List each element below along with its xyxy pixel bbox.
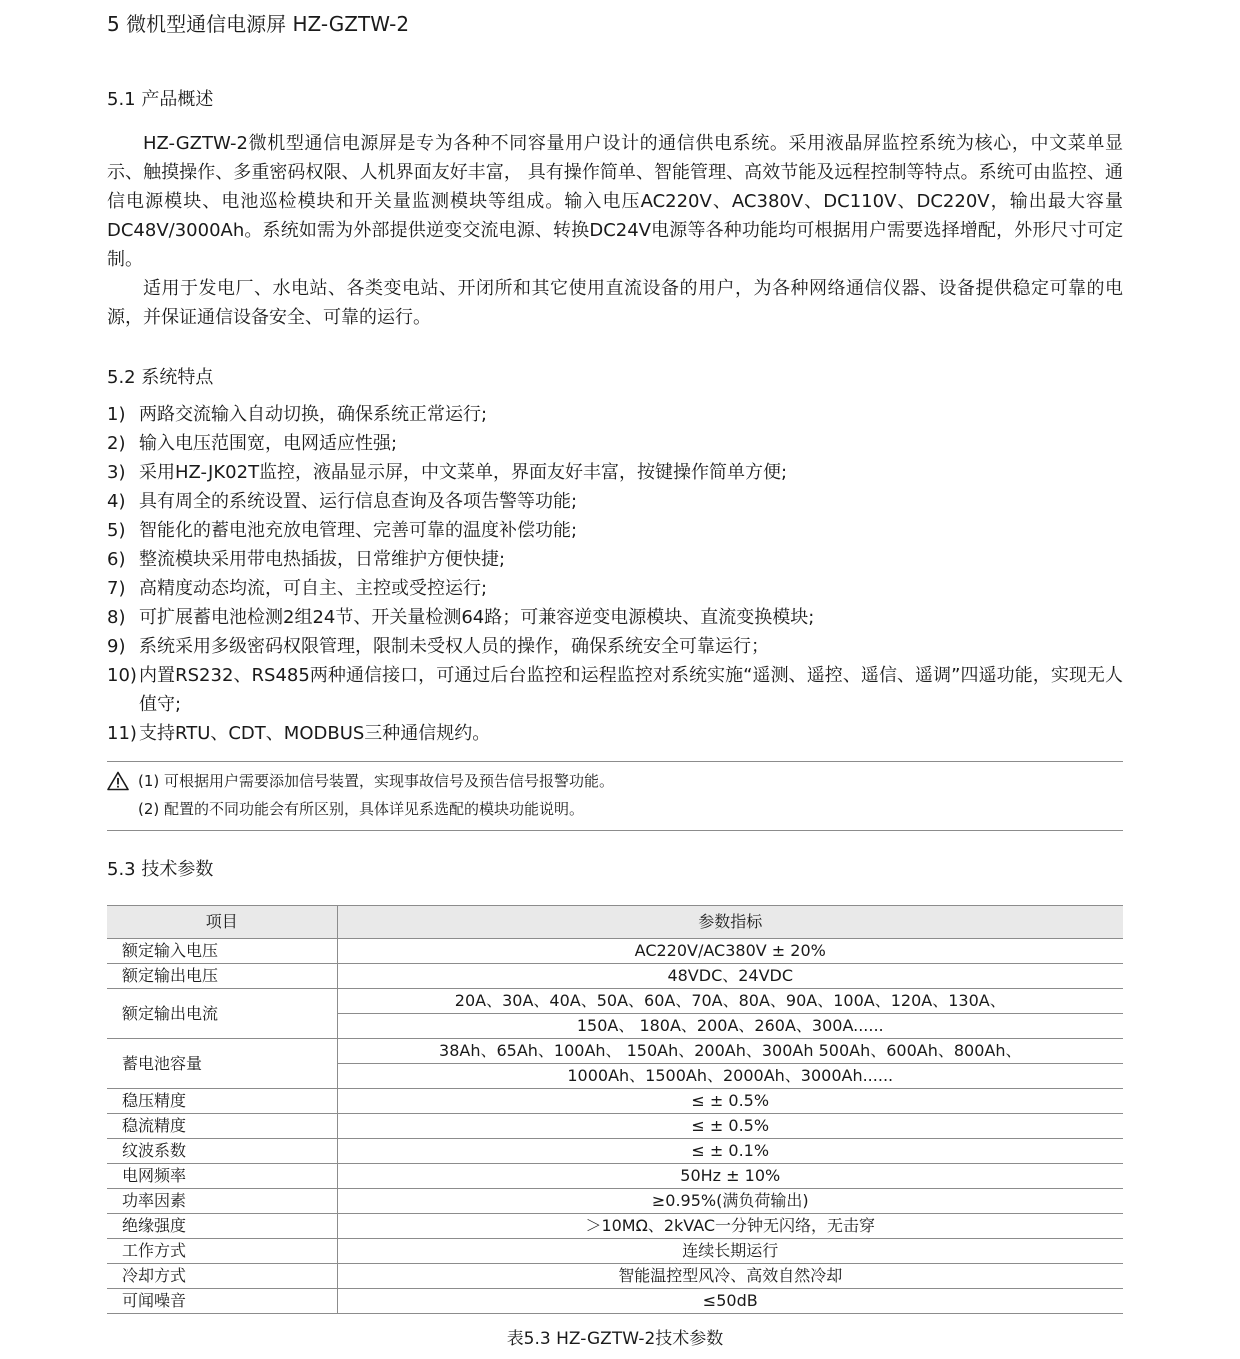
param-value: ≤50dB: [337, 1289, 1123, 1314]
column-header-item: 项目: [107, 906, 337, 939]
overview-paragraph-2: 适用于发电厂、水电站、各类变电站、开闭所和其它使用直流设备的用户，为各种网络通信仪器、设备提供稳定可靠的电源，并保证通信设备安全、可靠的运行。: [107, 278, 1123, 328]
param-name: 绝缘强度: [107, 1214, 337, 1239]
param-value: 20A、30A、40A、50A、60A、70A、80A、90A、100A、120A、130A、: [337, 989, 1123, 1014]
param-value: 38Ah、65Ah、100Ah、 150Ah、200Ah、300Ah 500Ah、600Ah、800Ah、: [337, 1039, 1123, 1064]
param-name: 可闻噪音: [107, 1289, 337, 1314]
features-heading: 5.2 系统特点: [107, 367, 214, 388]
param-value: ≤ ± 0.1%: [337, 1139, 1123, 1164]
list-item: [107, 429, 1123, 458]
item-text: 内置RS232、RS485两种通信接口，可通过后台监控和运程监控对系统实施“遥测、遥控、遥信、遥调”四遥功能，实现无人值守;: [139, 665, 1123, 715]
table-row: [107, 1039, 1123, 1064]
note-2: (2) 配置的不同功能会有所区别，具体详见系选配的模块功能说明。: [138, 800, 585, 818]
param-value: 48VDC、24VDC: [337, 964, 1123, 989]
list-item: [107, 487, 1123, 516]
param-value: ≤ ± 0.5%: [337, 1114, 1123, 1139]
item-number: 9): [107, 636, 126, 657]
param-value: 智能温控型风冷、高效自然冷却: [337, 1264, 1123, 1289]
list-item: [107, 719, 1123, 748]
param-name: 功率因素: [107, 1189, 337, 1214]
table-row: [107, 964, 1123, 989]
table-row: [107, 1114, 1123, 1139]
table-row: [107, 1164, 1123, 1189]
item-text: 智能化的蓄电池充放电管理、完善可靠的温度补偿功能;: [139, 520, 578, 541]
item-text: 整流模块采用带电热插拔，日常维护方便快捷;: [139, 549, 506, 570]
param-name: 稳流精度: [107, 1114, 337, 1139]
table-row: [107, 1289, 1123, 1314]
param-value: ＞10MΩ、2kVAC一分钟无闪络，无击穿: [337, 1214, 1123, 1239]
list-item: [107, 545, 1123, 574]
item-text: 可扩展蓄电池检测2组24节、开关量检测64路；可兼容逆变电源模块、直流变换模块;: [139, 607, 815, 628]
param-name: 额定输入电压: [107, 939, 337, 964]
param-value: ≤ ± 0.5%: [337, 1089, 1123, 1114]
param-value: ≥0.95%(满负荷输出): [337, 1189, 1123, 1214]
list-item: [107, 661, 1123, 719]
params-heading: 5.3 技术参数: [107, 859, 214, 880]
item-number: 10): [107, 665, 137, 686]
item-text: 系统采用多级密码权限管理，限制未受权人员的操作，确保系统安全可靠运行；: [139, 636, 769, 657]
table-row: [107, 989, 1123, 1014]
item-text: 支持RTU、CDT、MODBUS三种通信规约。: [139, 723, 491, 744]
overview-heading: 5.1 产品概述: [107, 89, 214, 110]
note-1: (1) 可根据用户需要添加信号装置，实现事故信号及预告信号报警功能。: [138, 772, 615, 790]
item-number: 6): [107, 549, 126, 570]
param-value: 50Hz ± 10%: [337, 1164, 1123, 1189]
param-name: 蓄电池容量: [107, 1039, 337, 1089]
table-row: [107, 1189, 1123, 1214]
table-caption: 表5.3 HZ-GZTW-2技术参数: [506, 1329, 724, 1349]
param-name: 冷却方式: [107, 1264, 337, 1289]
item-number: 8): [107, 607, 126, 628]
param-name: 额定输出电压: [107, 964, 337, 989]
table-row: [107, 1264, 1123, 1289]
param-value: AC220V/AC380V ± 20%: [337, 939, 1123, 964]
list-item: [107, 516, 1123, 545]
param-name: 稳压精度: [107, 1089, 337, 1114]
table-row: [107, 1139, 1123, 1164]
list-item: [107, 400, 1123, 429]
notes-box: [107, 761, 1123, 831]
table-row: [107, 1239, 1123, 1264]
item-number: 1): [107, 404, 126, 425]
item-text: 两路交流输入自动切换，确保系统正常运行;: [139, 404, 488, 425]
param-name: 额定输出电流: [107, 989, 337, 1039]
item-number: 3): [107, 462, 126, 483]
params-table: [107, 905, 1123, 1314]
overview-paragraph-1: HZ-GZTW-2微机型通信电源屏是专为各种不同容量用户设计的通信供电系统。采用液晶屏监控系统为核心，中文菜单显示、触摸操作、多重密码权限、人机界面友好丰富， 具有操作简单、智能管理、高效节能及远程控制等特点。系统可由监控、通信电源模块、电池巡检模块和开关量监测模块等组成。输入电压AC220V、AC380V、DC110V、DC220V，输出最大容量DC48V/3000Ah。系统如需为外部提供逆变交流电源、转换DC24V电源等各种功能均可根据用户需要选择增配，外形尺寸可定制。: [107, 133, 1123, 270]
column-header-value: 参数指标: [337, 906, 1123, 939]
table-row: [107, 1214, 1123, 1239]
table-row: [107, 939, 1123, 964]
item-number: 4): [107, 491, 126, 512]
item-text: 采用HZ-JK02T监控，液晶显示屏，中文菜单，界面友好丰富，按键操作简单方便;: [139, 462, 788, 483]
item-text: 高精度动态均流，可自主、主控或受控运行;: [139, 578, 488, 599]
param-name: 工作方式: [107, 1239, 337, 1264]
list-item: [107, 574, 1123, 603]
table-row: [107, 1089, 1123, 1114]
table-header-row: [107, 906, 1123, 939]
param-name: 纹波系数: [107, 1139, 337, 1164]
item-number: 5): [107, 520, 126, 541]
item-number: 7): [107, 578, 126, 599]
features-list: [107, 400, 1123, 748]
param-value: 1000Ah、1500Ah、2000Ah、3000Ah......: [337, 1064, 1123, 1089]
item-number: 2): [107, 433, 126, 454]
param-name: 电网频率: [107, 1164, 337, 1189]
list-item: [107, 603, 1123, 632]
item-text: 具有周全的系统设置、运行信息查询及各项告警等功能;: [139, 491, 578, 512]
list-item: [107, 632, 1123, 661]
param-value: 连续长期运行: [337, 1239, 1123, 1264]
list-item: [107, 458, 1123, 487]
item-text: 输入电压范围宽，电网适应性强;: [139, 433, 398, 454]
item-number: 11): [107, 723, 137, 744]
warning-triangle-icon: [107, 771, 129, 791]
param-value: 150A、 180A、200A、260A、300A......: [337, 1014, 1123, 1039]
section-title: 5 微机型通信电源屏 HZ-GZTW-2: [107, 12, 410, 36]
